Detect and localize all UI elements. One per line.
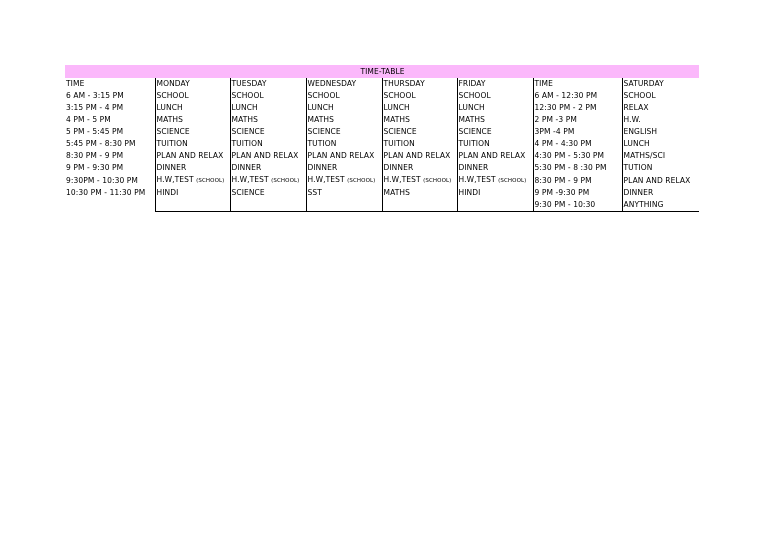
cell-text: 9 PM - 9:30 PM [66,163,124,172]
cell-text: MATHS [458,115,486,124]
cell-row-4-col-1[interactable] [155,138,230,150]
cell-row-7-col-7[interactable] [622,174,699,187]
cell-row-6-col-5[interactable] [457,162,533,174]
cell-text: MATHS [307,115,335,124]
school-note: (SCHOOL) [347,178,376,184]
cell-text: H.W. [623,115,641,124]
cell-row-1-col-7[interactable] [622,102,699,114]
cell-row-0-col-2[interactable] [230,90,306,102]
cell-row-3-col-0[interactable] [65,126,155,138]
cell-row-2-col-2[interactable] [230,114,306,126]
cell-text: 4 PM - 4:30 PM [534,139,592,148]
cell-text: 4 PM - 5 PM [66,115,111,124]
cell-text: SCHOOL [383,91,416,100]
cell-row-5-col-5[interactable] [457,150,533,162]
cell-row-5-col-3[interactable] [306,150,382,162]
cell-text: SATURDAY [623,79,664,88]
cell-text: LUNCH [231,103,258,112]
cell-row-3-col-4[interactable] [382,126,457,138]
cell-text: SCHOOL [623,91,656,100]
cell-text: SCHOOL [156,91,189,100]
timetable-title[interactable]: TIME-TABLE [65,65,699,78]
cell-text: 5:30 PM - 8 :30 PM [534,163,607,172]
cell-row-0-col-1[interactable] [155,90,230,102]
cell-text: HINDI [458,188,481,197]
cell-text: 9:30PM - 10:30 PM [66,175,139,185]
cell-text: 10:30 PM - 11:30 PM [66,188,146,197]
cell-text: DINNER [623,188,654,197]
cell-text: TUITION [156,139,188,148]
cell-text: ENGLISH [623,127,658,136]
cell-text: SCIENCE [307,127,341,136]
cell-row-4-col-5[interactable] [457,138,533,150]
cell-header-row-col-6[interactable] [533,78,622,90]
row-4 [65,138,699,150]
cell-row-5-col-2[interactable] [230,150,306,162]
cell-row-3-col-1[interactable] [155,126,230,138]
cell-row-6-col-6[interactable] [533,162,622,174]
cell-text: PLAN AND RELAX [231,151,299,160]
row-7 [65,174,699,187]
cell-text: MATHS [231,115,259,124]
cell-row-5-col-4[interactable] [382,150,457,162]
cell-row-7-col-0[interactable] [65,174,155,187]
timetable-grid [65,65,699,212]
cell-row-9-col-0[interactable] [65,199,155,212]
cell-row-8-col-1[interactable] [155,187,230,199]
cell-text: FRIDAY [458,79,486,88]
cell-text: TUITION [231,139,263,148]
cell-row-2-col-7[interactable] [622,114,699,126]
cell-text: DINNER [156,163,187,172]
cell-row-3-col-6[interactable] [533,126,622,138]
cell-row-5-col-7[interactable] [622,150,699,162]
cell-text: H.W,TEST [458,175,496,184]
cell-row-9-col-7[interactable] [622,199,699,212]
cell-text: SCIENCE [383,127,417,136]
cell-row-0-col-6[interactable] [533,90,622,102]
cell-text: DINNER [307,163,338,172]
cell-text: 9:30 PM - 10:30 [534,200,596,209]
cell-row-4-col-0[interactable] [65,138,155,150]
school-note: (SCHOOL) [498,178,527,184]
cell-row-7-col-3[interactable] [306,174,382,187]
cell-text: H.W,TEST [383,175,421,184]
cell-row-0-col-3[interactable] [306,90,382,102]
cell-row-4-col-6[interactable] [533,138,622,150]
cell-row-8-col-3[interactable] [306,187,382,199]
cell-row-2-col-0[interactable] [65,114,155,126]
cell-row-9-col-4[interactable] [382,199,457,212]
cell-text: RELAX [623,103,649,112]
cell-header-row-col-4[interactable] [382,78,457,90]
cell-text: LUNCH [458,103,485,112]
cell-text: PLAN AND RELAX [307,151,375,160]
cell-row-9-col-5[interactable] [457,199,533,212]
cell-row-0-col-7[interactable] [622,90,699,102]
cell-row-7-col-2[interactable] [230,174,306,187]
cell-row-1-col-4[interactable] [382,102,457,114]
cell-text: LUNCH [307,103,334,112]
cell-row-6-col-3[interactable] [306,162,382,174]
cell-header-row-col-3[interactable] [306,78,382,90]
cell-row-3-col-2[interactable] [230,126,306,138]
cell-text: 8:30 PM - 9 PM [66,151,124,160]
cell-text: MONDAY [156,79,190,88]
cell-text: 6 AM - 3:15 PM [66,91,124,100]
cell-row-0-col-0[interactable] [65,90,155,102]
cell-text: SCIENCE [231,188,265,197]
cell-row-7-col-5[interactable] [457,174,533,187]
cell-row-8-col-5[interactable] [457,187,533,199]
cell-text: 2 PM -3 PM [534,115,577,124]
cell-row-3-col-3[interactable] [306,126,382,138]
cell-row-4-col-2[interactable] [230,138,306,150]
cell-text: MATHS/SCI [623,151,666,160]
cell-text: H.W,TEST [156,175,194,184]
cell-text: 3PM -4 PM [534,127,575,136]
cell-text: THURSDAY [383,79,425,88]
school-note: (SCHOOL) [196,178,225,184]
school-note: (SCHOOL) [271,178,300,184]
cell-text: 5:45 PM - 8:30 PM [66,139,136,148]
cell-text: MATHS [383,115,411,124]
cell-row-9-col-3[interactable] [306,199,382,212]
cell-text: DINNER [458,163,489,172]
cell-row-1-col-1[interactable] [155,102,230,114]
cell-text: DINNER [231,163,262,172]
cell-row-1-col-3[interactable] [306,102,382,114]
cell-row-3-col-7[interactable] [622,126,699,138]
cell-text: 8:30 PM - 9 PM [534,175,592,185]
cell-row-2-col-3[interactable] [306,114,382,126]
cell-row-8-col-0[interactable] [65,187,155,199]
cell-text: MATHS [383,188,411,197]
cell-row-2-col-1[interactable] [155,114,230,126]
cell-row-1-col-2[interactable] [230,102,306,114]
row-3 [65,126,699,138]
cell-row-8-col-4[interactable] [382,187,457,199]
cell-row-8-col-7[interactable] [622,187,699,199]
cell-row-2-col-6[interactable] [533,114,622,126]
cell-text: TUTION [307,139,337,148]
cell-row-5-col-0[interactable] [65,150,155,162]
cell-text: H.W,TEST [307,175,345,184]
cell-text: TUITION [458,139,490,148]
cell-header-row-col-1[interactable] [155,78,230,90]
cell-text: 4:30 PM - 5:30 PM [534,151,605,160]
cell-text: SCHOOL [458,91,491,100]
cell-text: PLAN AND RELAX [458,151,526,160]
cell-text: 6 AM - 12:30 PM [534,91,598,100]
cell-row-6-col-1[interactable] [155,162,230,174]
cell-row-4-col-7[interactable] [622,138,699,150]
cell-text: SCIENCE [156,127,190,136]
cell-row-6-col-4[interactable] [382,162,457,174]
cell-text: 9 PM -9:30 PM [534,188,590,197]
cell-row-7-col-4[interactable] [382,174,457,187]
cell-text: TUITION [383,139,415,148]
cell-text: SCHOOL [231,91,264,100]
row-9 [65,199,699,212]
row-8 [65,187,699,199]
cell-text: SCIENCE [458,127,492,136]
cell-text: PLAN AND RELAX [156,151,224,160]
cell-text: 3:15 PM - 4 PM [66,103,124,112]
cell-text: TIME [534,79,553,88]
cell-text: HINDI [156,188,179,197]
cell-text: TUTION [623,163,653,172]
cell-text: TUESDAY [231,79,267,88]
cell-row-2-col-5[interactable] [457,114,533,126]
cell-text: SCHOOL [307,91,340,100]
row-2 [65,114,699,126]
cell-text: DINNER [383,163,414,172]
row-0 [65,90,699,102]
cell-text: 12:30 PM - 2 PM [534,103,597,112]
cell-row-8-col-6[interactable] [533,187,622,199]
cell-row-4-col-3[interactable] [306,138,382,150]
cell-row-5-col-6[interactable] [533,150,622,162]
header-row [65,78,699,90]
cell-row-7-col-6[interactable] [533,174,622,187]
cell-row-3-col-5[interactable] [457,126,533,138]
cell-row-6-col-2[interactable] [230,162,306,174]
cell-text: LUNCH [623,139,650,148]
cell-header-row-col-0[interactable] [65,78,155,90]
cell-row-1-col-0[interactable] [65,102,155,114]
timetable-sheet [65,65,699,212]
cell-row-7-col-1[interactable] [155,174,230,187]
cell-row-2-col-4[interactable] [382,114,457,126]
cell-row-4-col-4[interactable] [382,138,457,150]
row-1 [65,102,699,114]
cell-text: H.W,TEST [231,175,269,184]
cell-text: PLAN AND RELAX [383,151,451,160]
cell-header-row-col-2[interactable] [230,78,306,90]
cell-text: SCIENCE [231,127,265,136]
cell-row-9-col-6[interactable] [533,199,622,212]
cell-text: LUNCH [156,103,183,112]
cell-text: ANYTHING [623,200,664,209]
cell-row-6-col-0[interactable] [65,162,155,174]
cell-text: LUNCH [383,103,410,112]
cell-row-5-col-1[interactable] [155,150,230,162]
cell-text: TIME [66,79,85,88]
cell-row-9-col-1[interactable] [155,199,230,212]
cell-header-row-col-5[interactable] [457,78,533,90]
cell-row-1-col-6[interactable] [533,102,622,114]
cell-text: WEDNESDAY [307,79,357,88]
row-5 [65,150,699,162]
cell-row-0-col-5[interactable] [457,90,533,102]
school-note: (SCHOOL) [423,178,452,184]
cell-row-1-col-5[interactable] [457,102,533,114]
cell-row-6-col-7[interactable] [622,162,699,174]
cell-row-9-col-2[interactable] [230,199,306,212]
cell-text: SST [307,188,322,197]
cell-header-row-col-7[interactable] [622,78,699,90]
cell-text: 5 PM - 5:45 PM [66,127,124,136]
cell-text: PLAN AND RELAX [623,175,691,185]
cell-row-8-col-2[interactable] [230,187,306,199]
row-6 [65,162,699,174]
cell-row-0-col-4[interactable] [382,90,457,102]
cell-text: MATHS [156,115,184,124]
